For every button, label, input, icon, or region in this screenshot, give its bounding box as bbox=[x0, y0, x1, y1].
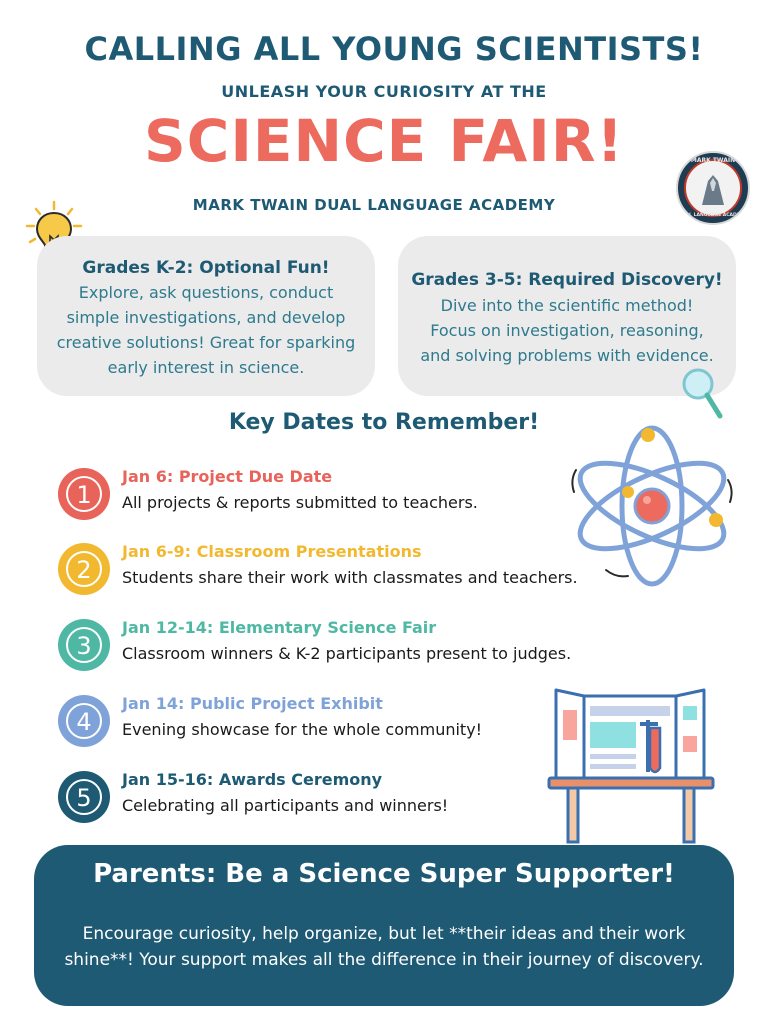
grades-35-title: Grades 3-5: Required Discovery! bbox=[411, 270, 723, 290]
grades-35-line: Dive into the scientific method! bbox=[440, 296, 694, 315]
date-number-badge bbox=[60, 697, 108, 745]
key-dates-title: Key Dates to Remember! bbox=[228, 410, 540, 435]
date-description: Evening showcase for the whole community! bbox=[122, 720, 483, 739]
subheadline: UNLEASH YOUR CURIOSITY AT THE bbox=[221, 82, 547, 101]
logo-bottom-text: DUAL LANGUAGE ACADEMY bbox=[678, 213, 748, 218]
date-number-badge bbox=[60, 621, 108, 669]
science-board-icon bbox=[546, 686, 716, 844]
date-title: Jan 14: Public Project Exhibit bbox=[122, 694, 383, 713]
parents-text-line: Encourage curiosity, help organize, but let **their ideas and their work bbox=[82, 924, 686, 944]
school-name: MARK TWAIN DUAL LANGUAGE ACADEMY bbox=[192, 196, 556, 214]
date-title: Jan 15-16: Awards Ceremony bbox=[122, 770, 383, 789]
parents-banner bbox=[34, 845, 734, 1006]
headline: CALLING ALL YOUNG SCIENTISTS! bbox=[84, 30, 704, 68]
parents-title: Parents: Be a Science Super Supporter! bbox=[93, 859, 675, 889]
date-number-badge bbox=[60, 773, 108, 821]
date-number-badge bbox=[60, 545, 108, 593]
date-number: 3 bbox=[76, 632, 92, 660]
date-number: 1 bbox=[76, 481, 92, 509]
date-number-badge bbox=[60, 470, 108, 518]
grades-k2-line: creative solutions! Great for sparking bbox=[56, 333, 356, 352]
date-number: 5 bbox=[76, 784, 92, 812]
grades-k2-box bbox=[37, 236, 375, 396]
date-number: 2 bbox=[76, 556, 92, 584]
science-fair-title: SCIENCE FAIR! bbox=[143, 107, 624, 175]
date-title: Jan 6: Project Due Date bbox=[122, 467, 333, 486]
parents-text-line: shine**! Your support makes all the difference in their journey of discovery. bbox=[64, 950, 704, 970]
date-description: Classroom winners & K-2 participants present to judges. bbox=[122, 644, 572, 663]
date-description: All projects & reports submitted to teachers. bbox=[122, 493, 478, 512]
grades-k2-line: simple investigations, and develop bbox=[66, 308, 346, 327]
grades-35-line: and solving problems with evidence. bbox=[420, 346, 714, 365]
date-title: Jan 12-14: Elementary Science Fair bbox=[122, 618, 437, 637]
date-number: 4 bbox=[76, 708, 92, 736]
grades-k2-title: Grades K-2: Optional Fun! bbox=[82, 258, 330, 278]
date-item bbox=[60, 467, 640, 527]
date-item bbox=[60, 618, 640, 678]
date-description: Celebrating all participants and winners! bbox=[122, 796, 449, 815]
grades-k2-line: early interest in science. bbox=[107, 358, 305, 377]
date-title: Jan 6-9: Classroom Presentations bbox=[122, 542, 422, 561]
grades-k2-line: Explore, ask questions, conduct bbox=[78, 283, 334, 302]
logo-top-text: MARK TWAIN bbox=[690, 157, 736, 164]
date-description: Students share their work with classmates and teachers. bbox=[122, 568, 578, 587]
school-logo bbox=[676, 151, 750, 225]
grades-35-line: Focus on investigation, reasoning, bbox=[430, 321, 704, 340]
date-item bbox=[60, 542, 640, 602]
